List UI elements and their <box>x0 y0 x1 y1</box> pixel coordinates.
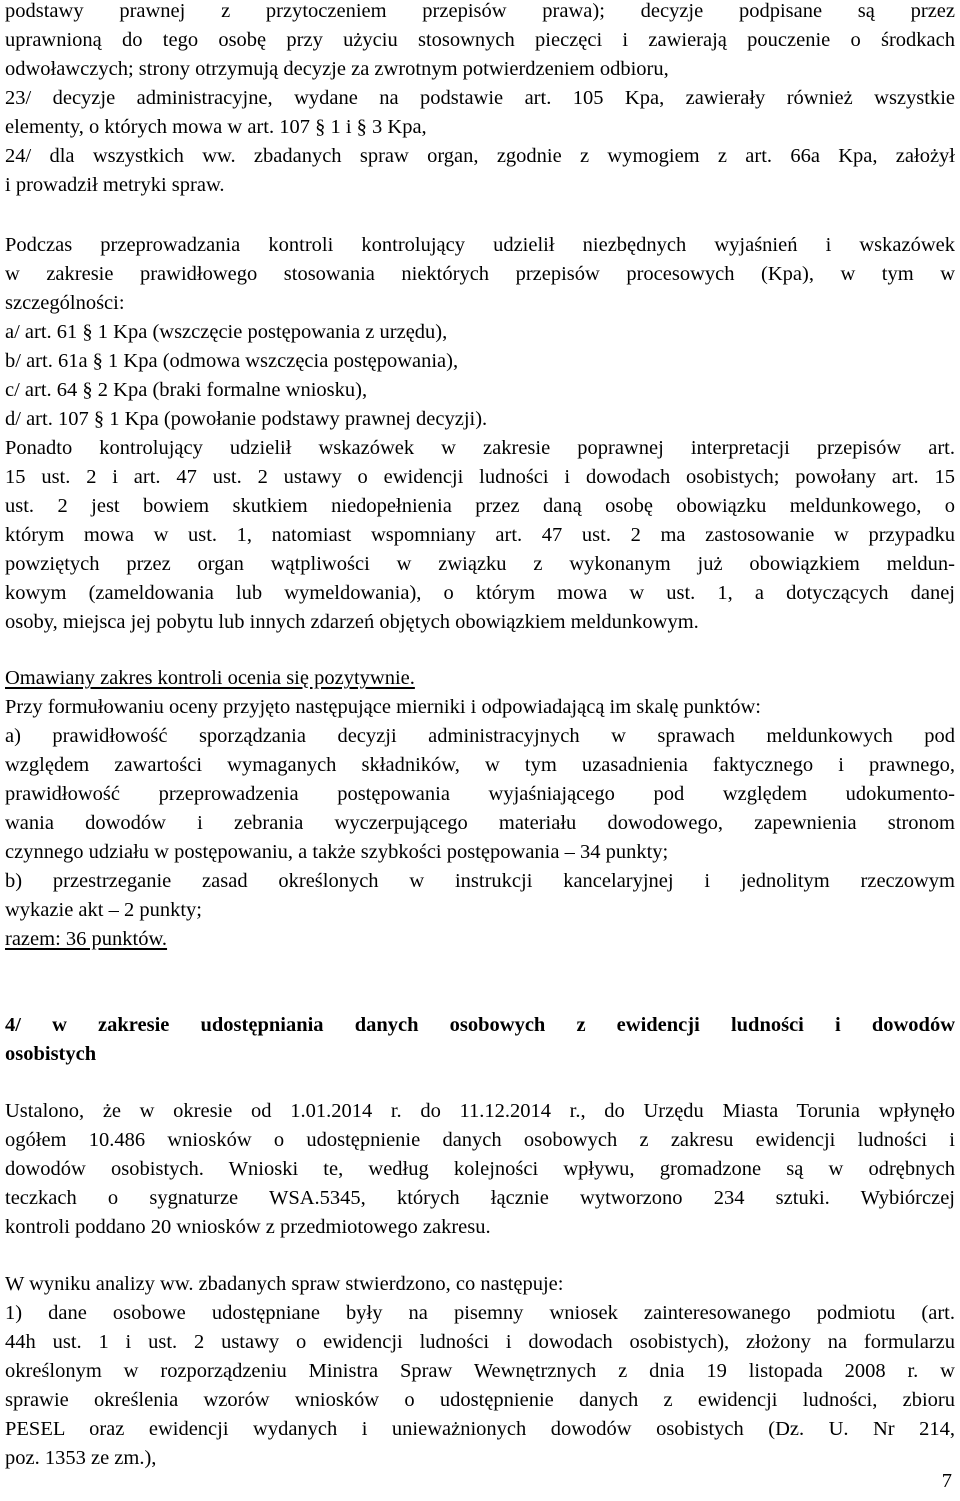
text-line: kontroli poddano 20 wniosków z przedmiotowego zakresu. <box>5 1216 491 1238</box>
text-line: PESEL oraz ewidencji wydanych i unieważnionych dowodów osobistych (Dz. U. Nr 214, <box>5 1418 955 1440</box>
text-line: względem zawartości wymaganych składników, w tym uzasadnienia faktycznego i prawnego, <box>5 754 955 776</box>
text-line: w zakresie prawidłowego stosowania niektórych przepisów procesowych (Kpa), w tym w <box>5 263 955 285</box>
text-line: Podczas przeprowadzania kontroli kontrolujący udzielił niezbędnych wyjaśnień i wskazówek <box>5 234 955 256</box>
text-line: określonym w rozporządzeniu Ministra Spraw Wewnętrznych z dnia 19 listopada 2008 r. w <box>5 1360 955 1382</box>
text-line: Ponadto kontrolujący udzielił wskazówek w zakresie poprawnej interpretacji przepisów art. <box>5 437 955 459</box>
text-line: czynnego udziału w postępowaniu, a także szybkości postępowania – 34 punkty; <box>5 841 669 863</box>
text-line: b) przestrzeganie zasad określonych w instrukcji kancelaryjnej i jednolitym rzeczowym <box>5 870 955 892</box>
text-line: 23/ decyzje administracyjne, wydane na podstawie art. 105 Kpa, zawierały również wszystkie <box>5 87 955 109</box>
text-line: 24/ dla wszystkich ww. zbadanych spraw organ, zgodnie z wymogiem z art. 66a Kpa, założył <box>5 145 955 167</box>
list-item: d/ art. 107 § 1 Kpa (powołanie podstawy prawnej decyzji). <box>5 408 488 430</box>
text-line: wania dowodów i zebrania wyczerpującego materiału dowodowego, zapewnienia stronom <box>5 812 955 834</box>
assessment-summary-text: Omawiany zakres kontroli ocenia się pozytywnie. <box>5 667 415 689</box>
list-item: a/ art. 61 § 1 Kpa (wszczęcie postępowania z urzędu), <box>5 321 448 343</box>
list-item: c/ art. 64 § 2 Kpa (braki formalne wniosku), <box>5 379 368 401</box>
text-line: szczególności: <box>5 292 125 314</box>
text-line: elementy, o których mowa w art. 107 § 1 i § 3 Kpa, <box>5 116 427 138</box>
points-total <box>5 925 955 954</box>
text-line: 1) dane osobowe udostępniane były na pisemny wniosek zainteresowanego podmiotu (art. <box>5 1302 955 1324</box>
text-line: ogółem 10.486 wniosków o udostępnienie danych osobowych z zakresu ewidencji ludności i <box>5 1129 955 1151</box>
assessment-summary <box>5 664 955 693</box>
text-line: prawidłowość przeprowadzenia postępowania wyjaśniającego pod względem udokumento- <box>5 783 955 805</box>
page-number: 7 <box>941 1470 952 1492</box>
text-line: Ustalono, że w okresie od 1.01.2014 r. do 11.12.2014 r., do Urzędu Miasta Torunia wpłynęło <box>5 1100 955 1122</box>
points-total-text: razem: 36 punktów. <box>5 928 168 950</box>
text-line: sprawie określenia wzorów wniosków o udostępnienie danych z ewidencji ludności, zbioru <box>5 1389 955 1411</box>
text-line: osoby, miejsca jej pobytu lub innych zdarzeń objętych obowiązkiem meldunkowym. <box>5 611 699 633</box>
text-line: Przy formułowaniu oceny przyjęto następujące mierniki i odpowiadającą im skalę punktów: <box>5 696 761 718</box>
section-heading: osobistych <box>5 1043 97 1065</box>
text-line: uprawnioną do tego osobę przy użyciu stosownych pieczęci i zawierają pouczenie o środkach <box>5 29 955 51</box>
list-item: b/ art. 61a § 1 Kpa (odmowa wszczęcia postępowania), <box>5 350 459 372</box>
section-heading: 4/ w zakresie udostępniania danych osobowych z ewidencji ludności i dowodów <box>5 1014 955 1036</box>
text-line: ust. 2 jest bowiem skutkiem niedopełnienia przez daną osobę obowiązku meldunkowego, o <box>5 495 955 517</box>
text-line: podstawy prawnej z przytoczeniem przepisów prawa); decyzje podpisane są przez <box>5 0 955 22</box>
text-line: 15 ust. 2 i art. 47 ust. 2 ustawy o ewidencji ludności i dowodach osobistych; powołany art. 15 <box>5 466 955 488</box>
text-line: i prowadził metryki spraw. <box>5 174 225 196</box>
text-line: 44h ust. 1 i ust. 2 ustawy o ewidencji ludności i dowodach osobistych), złożony na formularzu <box>5 1331 955 1353</box>
text-line: poz. 1353 ze zm.), <box>5 1447 157 1469</box>
text-line: dowodów osobistych. Wnioski te, według kolejności wpływu, gromadzone są w odrębnych <box>5 1158 955 1180</box>
text-line: W wyniku analizy ww. zbadanych spraw stwierdzono, co następuje: <box>5 1273 564 1295</box>
text-line: odwoławczych; strony otrzymują decyzje za zwrotnym potwierdzeniem odbioru, <box>5 58 669 80</box>
text-line: kowym (zameldowania lub wymeldowania), o którym mowa w ust. 1, a dotyczących danej <box>5 582 955 604</box>
text-line: powziętych przez organ wątpliwości w związku z wykonanym już obowiązkiem meldun- <box>5 553 955 575</box>
text-line: którym mowa w ust. 1, natomiast wspomniany art. 47 ust. 2 ma zastosowanie w przypadku <box>5 524 955 546</box>
text-line: teczkach o sygnaturze WSA.5345, których łącznie wytworzono 234 sztuki. Wybiórczej <box>5 1187 955 1209</box>
text-line: a) prawidłowość sporządzania decyzji administracyjnych w sprawach meldunkowych pod <box>5 725 955 747</box>
text-line: wykazie akt – 2 punkty; <box>5 899 202 921</box>
